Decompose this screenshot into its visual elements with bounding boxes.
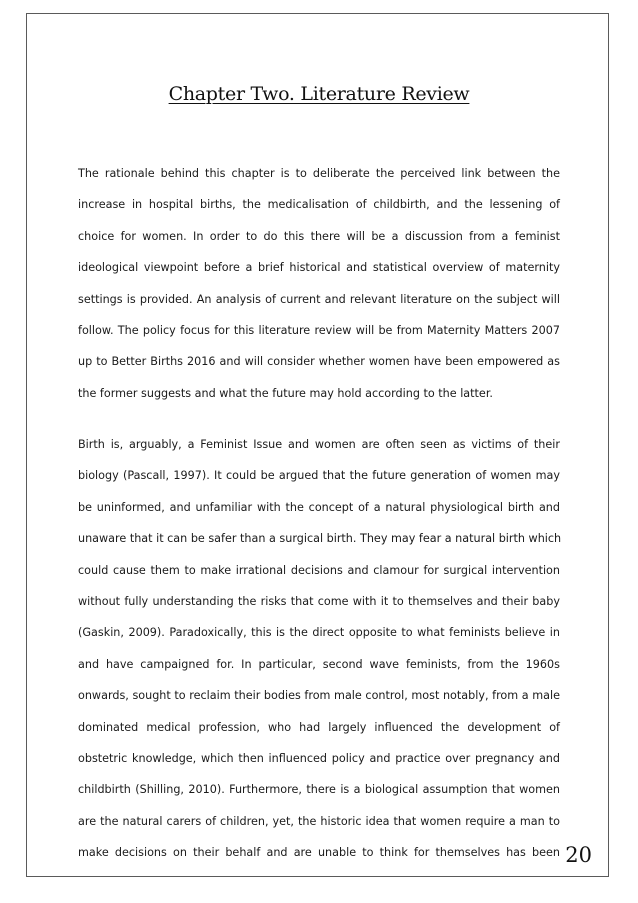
paragraph-line: make decisions on their behalf and are unable to think for themselves has been bbox=[78, 846, 560, 860]
paragraph-line: and have campaigned for. In particular, second wave feminists, from the 1960s bbox=[78, 657, 560, 671]
paragraph-rationale bbox=[78, 158, 560, 409]
paragraph-line: could cause them to make irrational decisions and clamour for surgical intervention bbox=[78, 563, 560, 577]
paragraph-line: without fully understanding the risks that come with it to themselves and their baby bbox=[78, 594, 560, 608]
paragraph-line: dominated medical profession, who had largely influenced the development of bbox=[78, 720, 560, 734]
paragraph-line: biology (Pascall, 1997). It could be argued that the future generation of women may bbox=[78, 469, 560, 483]
paragraph-line: (Gaskin, 2009). Paradoxically, this is the direct opposite to what feminists believe in bbox=[78, 626, 560, 640]
paragraph-line: unaware that it can be safer than a surgical birth. They may fear a natural birth which bbox=[78, 532, 562, 546]
paragraph-line: choice for women. In order to do this there will be a discussion from a feminist bbox=[78, 229, 560, 243]
paragraph-line: ideological viewpoint before a brief historical and statistical overview of maternity bbox=[78, 261, 560, 275]
page-number: 20 bbox=[565, 843, 592, 867]
chapter-title bbox=[0, 83, 638, 105]
paragraph-line: Birth is, arguably, a Feminist Issue and women are often seen as victims of their bbox=[78, 438, 560, 451]
paragraph-line: follow. The policy focus for this literature review will be from Maternity Matters 2007 bbox=[78, 323, 560, 337]
paragraph-feminist-issue bbox=[78, 429, 560, 868]
paragraph-line: increase in hospital births, the medicalisation of childbirth, and the lessening of bbox=[78, 198, 560, 212]
paragraph-line: the former suggests and what the future may hold according to the latter. bbox=[78, 386, 493, 400]
paragraph-line: be uninformed, and unfamiliar with the concept of a natural physiological birth and bbox=[78, 500, 560, 514]
paragraph-line: The rationale behind this chapter is to deliberate the perceived link between the bbox=[78, 167, 560, 180]
paragraph-line: up to Better Births 2016 and will consider whether women have been empowered as bbox=[78, 355, 560, 369]
paragraph-line: are the natural carers of children, yet, the historic idea that women require a man to bbox=[78, 814, 560, 828]
paragraph-line: onwards, sought to reclaim their bodies from male control, most notably, from a male bbox=[78, 689, 560, 703]
paragraph-line: childbirth (Shilling, 2010). Furthermore, there is a biological assumption that women bbox=[78, 783, 560, 797]
chapter-title-text: Chapter Two. Literature Review bbox=[168, 83, 470, 105]
paragraph-line: settings is provided. An analysis of current and relevant literature on the subject will bbox=[78, 292, 560, 306]
paragraph-line: obstetric knowledge, which then influenced policy and practice over pregnancy and bbox=[78, 751, 560, 765]
